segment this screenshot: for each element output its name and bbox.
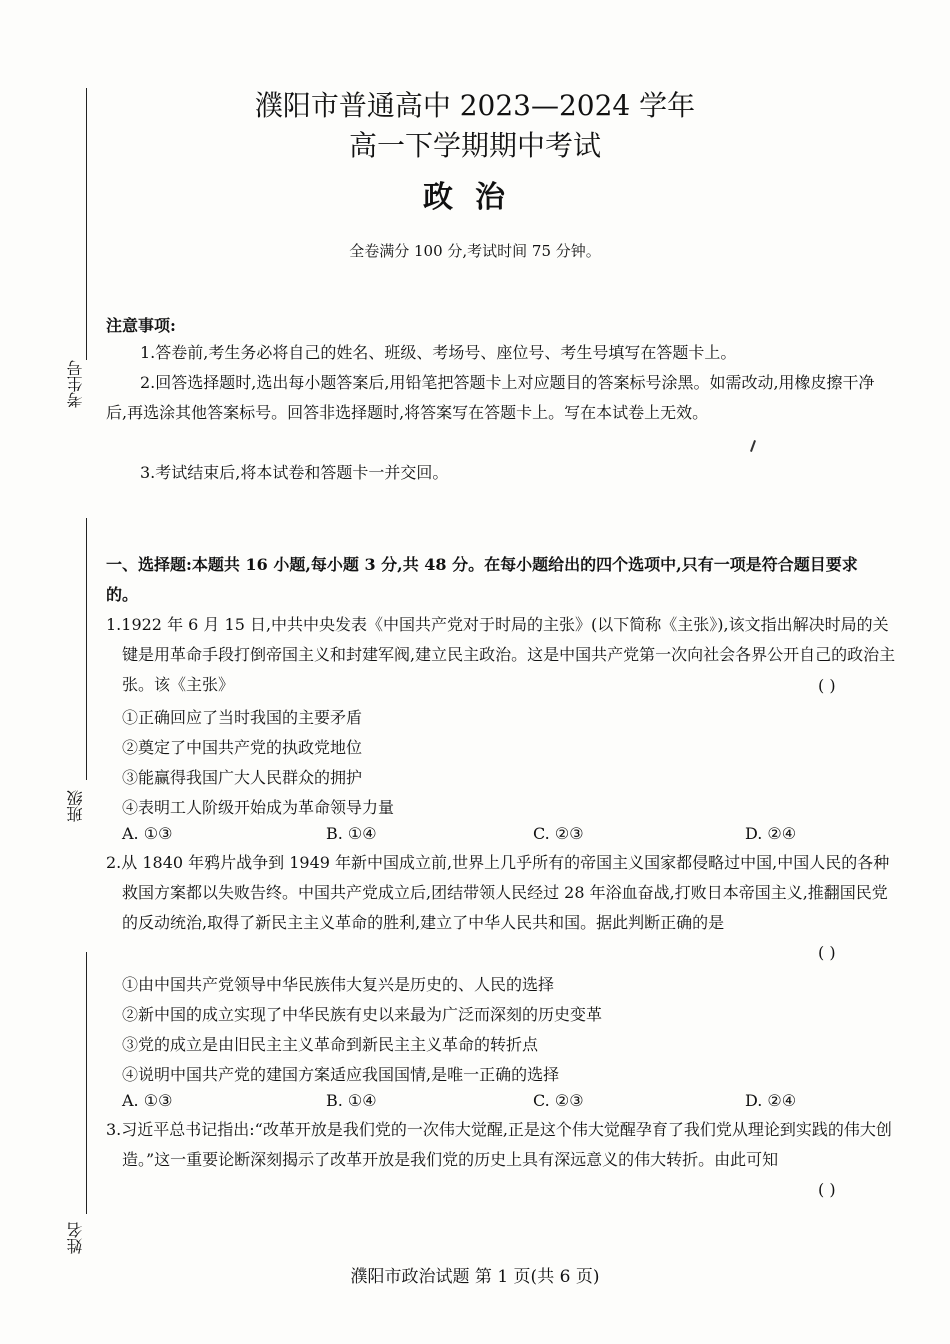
question-1-answer-paren: ( )	[818, 676, 836, 695]
note-item-3: 3.考试结束后,将本试卷和答题卡一并交回。	[140, 463, 449, 482]
side-label-name: 姓名	[66, 1222, 85, 1254]
question-2-choice-d[interactable]: D. ②④	[745, 1091, 797, 1110]
side-label-exam-no: 考生号	[66, 360, 85, 408]
question-2-answer-paren: ( )	[818, 943, 836, 962]
subject-title: 政治	[423, 180, 527, 215]
question-2-statement-2: ②新中国的成立实现了中华民族有史以来最为广泛而深刻的历史变革	[122, 1005, 603, 1024]
question-2-choice-b[interactable]: B. ①④	[326, 1091, 377, 1110]
question-1-choice-d[interactable]: D. ②④	[745, 824, 797, 843]
question-1-choice-c[interactable]: C. ②③	[533, 824, 584, 843]
question-3-answer-paren: ( )	[818, 1180, 836, 1199]
note-item-2: 2.回答选择题时,选出每小题答案后,用铅笔把答题卡上对应题目的答案标号涂黑。如需改动,用橡皮擦干净后,再选涂其他答案标号。回答非选择题时,将答案写在答题卡上。写在本试卷上无效。	[106, 373, 875, 422]
exam-title-line2: 高一下学期期中考试	[348, 129, 601, 162]
question-2-choice-a[interactable]: A. ①③	[122, 1091, 173, 1110]
question-2-statement-3: ③党的成立是由旧民主主义革命到新民主主义革命的转折点	[122, 1035, 539, 1054]
question-1-statement-4: ④表明工人阶级开始成为革命领导力量	[122, 798, 395, 817]
section-heading: 一、选择题:本题共 16 小题,每小题 3 分,共 48 分。在每小题给出的四个选项中,只有一项是符合题目要求的。	[106, 555, 858, 604]
question-2-statement-4: ④说明中国共产党的建国方案适应我国国情,是唯一正确的选择	[122, 1065, 560, 1084]
side-label-class: 班级	[66, 790, 85, 822]
margin-line-3	[86, 952, 87, 1214]
exam-info: 全卷满分 100 分,考试时间 75 分钟。	[349, 242, 601, 260]
margin-line-2	[86, 518, 87, 780]
question-1-statement-3: ③能赢得我国广大人民群众的拥护	[122, 768, 363, 787]
question-1-choice-b[interactable]: B. ①④	[326, 824, 377, 843]
question-1-stem: 1.1922 年 6 月 15 日,中共中央发表《中国共产党对于时局的主张》(以下简称《主张》),该文指出解决时局的关键是用革命手段打倒帝国主义和封建军阀,建立民主政治。这是中国共产党第一次向社会各界公开自己的政治主张。该《主张》	[106, 615, 896, 694]
page-footer: 濮阳市政治试题 第 1 页(共 6 页)	[350, 1267, 600, 1287]
question-3-stem: 3.习近平总书记指出:“改革开放是我们党的一次伟大觉醒,正是这个伟大觉醒孕育了我们党从理论到实践的伟大创造。”这一重要论断深刻揭示了改革开放是我们党的历史上具有深远意义的伟大转折。由此可知	[106, 1120, 892, 1169]
stray-pen-mark	[750, 440, 756, 452]
exam-title-line1: 濮阳市普通高中 2023—2024 学年	[254, 89, 696, 122]
notes-heading: 注意事项:	[106, 316, 176, 335]
question-2-stem: 2.从 1840 年鸦片战争到 1949 年新中国成立前,世界上几乎所有的帝国主义国家都侵略过中国,中国人民的各种救国方案都以失败告终。中国共产党成立后,团结带领人民经过 28 年浴血奋战,打败日本帝国主义,推翻国民党的反动统治,取得了新民主主义革命的胜利,建立了中华人民共和国。据此判断正确的是	[106, 853, 890, 932]
question-1-statement-1: ①正确回应了当时我国的主要矛盾	[122, 708, 363, 727]
note-item-1: 1.答卷前,考生务必将自己的姓名、班级、考场号、座位号、考生号填写在答题卡上。	[140, 343, 737, 362]
question-2-statement-1: ①由中国共产党领导中华民族伟大复兴是历史的、人民的选择	[122, 975, 555, 994]
question-1-choice-a[interactable]: A. ①③	[122, 824, 173, 843]
question-1-statement-2: ②奠定了中国共产党的执政党地位	[122, 738, 363, 757]
question-2-choice-c[interactable]: C. ②③	[533, 1091, 584, 1110]
